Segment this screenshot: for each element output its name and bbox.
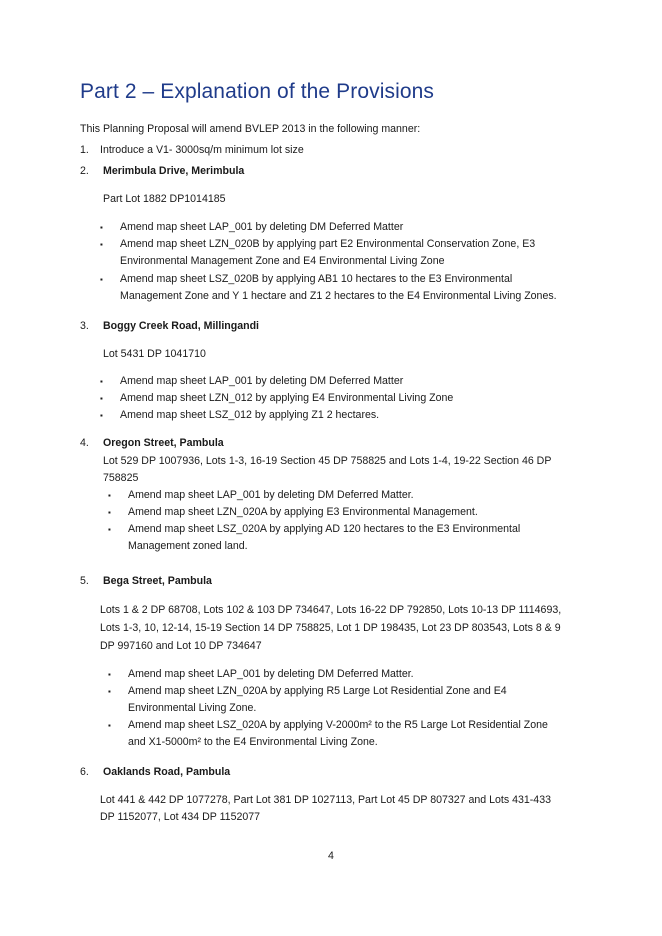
item-number: 2. <box>80 165 89 177</box>
item-number: 5. <box>80 575 89 587</box>
intro-text: This Planning Proposal will amend BVLEP 2013 in the following manner: <box>80 123 421 135</box>
list-item: ▪ Amend map sheet LAP_001 by deleting DM Deferred Matter <box>120 219 403 236</box>
bullet-icon: ▪ <box>108 721 111 730</box>
lot-description: Lot 5431 DP 1041710 <box>103 348 206 360</box>
list-item: ▪ Amend map sheet LAP_001 by deleting DM Deferred Matter. <box>128 666 414 683</box>
item-title: Introduce a V1- 3000sq/m minimum lot size <box>100 144 304 156</box>
bullet-icon: ▪ <box>100 223 103 232</box>
bullet-icon: ▪ <box>100 394 103 403</box>
item-number: 6. <box>80 766 89 778</box>
page-number: 4 <box>328 850 334 862</box>
item-title: Bega Street, Pambula <box>103 575 212 587</box>
lot-description: Lot 529 DP 1007936, Lots 1-3, 16-19 Section 45 DP 758825 and Lots 1-4, 19-22 Section 46 DP 758825 <box>103 455 552 484</box>
list-item: ▪ Amend map sheet LSZ_020A by applying AD 120 hectares to the E3 Environmental Management zoned land. <box>108 523 521 552</box>
list-item: ▪ Amend map sheet LZN_020A by applying E3 Environmental Management. <box>128 504 478 521</box>
bullet-icon: ▪ <box>108 525 111 534</box>
bullet-icon: ▪ <box>108 687 111 696</box>
item-title: Boggy Creek Road, Millingandi <box>103 320 259 332</box>
list-item: ▪ Amend map sheet LZN_020B by applying part E2 Environmental Conservation Zone, E3 Environmental Management Zone and E4 Environmental Living Zone <box>100 238 536 267</box>
item-number: 1. <box>80 144 89 156</box>
list-item: ▪ Amend map sheet LZN_020A by applying R5 Large Lot Residential Zone and E4 Environmental Living Zone. <box>108 685 507 714</box>
lot-description: Lots 1 & 2 DP 68708, Lots 102 & 103 DP 734647, Lots 16-22 DP 792850, Lots 10-13 DP 1114693, Lots 1-3, 10, 12-14, 15-19 Section 14 DP 758825, Lot 1 DP 198435, Lot 23 DP 803543, Lots 8 & 9 DP 997160 and Lot 10 DP 734647 <box>100 604 562 652</box>
item-number: 4. <box>80 437 89 449</box>
list-item: ▪ Amend map sheet LSZ_020B by applying AB1 10 hectares to the E3 Environmental Management Zone and Y 1 hectare and Z1 2 hectares to the E4 Environmental Living Zones. <box>100 273 557 302</box>
bullet-icon: ▪ <box>108 508 111 517</box>
item-title: Merimbula Drive, Merimbula <box>103 165 245 177</box>
item-title: Oaklands Road, Pambula <box>103 766 231 778</box>
bullet-icon: ▪ <box>100 275 103 284</box>
item-number: 3. <box>80 320 89 332</box>
bullet-icon: ▪ <box>100 377 103 386</box>
bullet-icon: ▪ <box>108 491 111 500</box>
bullet-icon: ▪ <box>100 240 103 249</box>
lot-description: Part Lot 1882 DP1014185 <box>103 193 226 205</box>
lot-description: Lot 441 & 442 DP 1077278, Part Lot 381 DP 1027113, Part Lot 45 DP 807327 and Lots 431-433 DP 1152077, Lot 434 DP 1152077 <box>100 794 551 823</box>
list-item: ▪ Amend map sheet LSZ_020A by applying V-2000m² to the R5 Large Lot Residential Zone and X1-5000m² to the E4 Environmental Living Zone. <box>108 719 548 748</box>
item-title: Oregon Street, Pambula <box>103 437 224 449</box>
bullet-icon: ▪ <box>100 411 103 420</box>
list-item: ▪ Amend map sheet LAP_001 by deleting DM Deferred Matter <box>120 373 403 390</box>
list-item: ▪ Amend map sheet LZN_012 by applying E4 Environmental Living Zone <box>120 390 453 407</box>
list-item: ▪ Amend map sheet LSZ_012 by applying Z1 2 hectares. <box>120 407 379 424</box>
list-item: ▪ Amend map sheet LAP_001 by deleting DM Deferred Matter. <box>128 487 414 504</box>
bullet-icon: ▪ <box>108 670 111 679</box>
page-heading: Part 2 – Explanation of the Provisions <box>80 80 435 103</box>
